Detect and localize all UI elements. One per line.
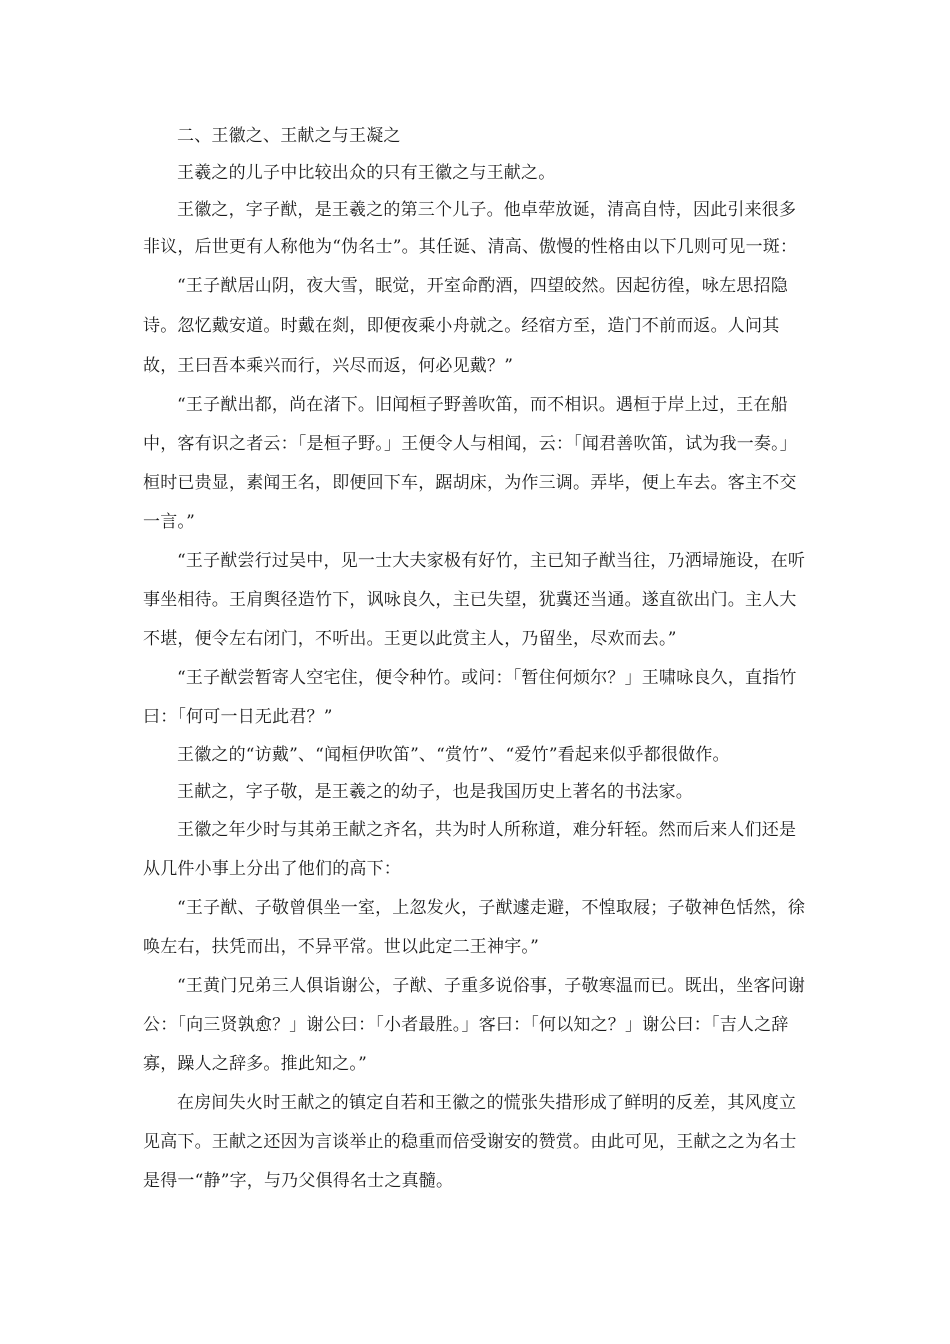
quote-paragraph: “王子猷、子敬曾俱坐一室，上忽发火，子猷遽走避，不惶取屐；子敬神色恬然，徐唤左右，扶凭而出，不异平常。世以此定二王神宇。” bbox=[143, 898, 806, 957]
paragraph: 在房间失火时王献之的镇定自若和王徽之的慌张失措形成了鲜明的反差，其风度立见高下。王献之还因为言谈举止的稳重而倍受谢安的赞赏。由此可见，王献之之为名士是得一“静”字，与乃父俱得名士之真髓。 bbox=[143, 1093, 797, 1191]
quote-paragraph: “王子猷尝暂寄人空宅住，便令种竹。或问：「暂住何烦尔？」王啸咏良久，直指竹曰：「何可一日无此君？” bbox=[143, 668, 797, 727]
quote-paragraph: “王黄门兄弟三人俱诣谢公，子猷、子重多说俗事，子敬寒温而已。既出，坐客问谢公：「向三贤孰愈？」谢公曰：「小者最胜。」客曰：「何以知之？」谢公曰：「吉人之辞寡，躁人之辞多。推此知之。” bbox=[143, 976, 806, 1074]
section-heading: 二、王徽之、王献之与王凝之 bbox=[177, 126, 401, 146]
document-body bbox=[143, 118, 807, 1201]
quote-paragraph: “王子猷出都，尚在渚下。旧闻桓子野善吹笛，而不相识。遇桓于岸上过，王在船中，客有识之者云：「是桓子野。」王便令人与相闻，云：「闻君善吹笛，试为我一奏。」桓时已贵显，素闻王名，即便回下车，踞胡床，为作三调。弄毕，便上车去。客主不交一言。” bbox=[143, 395, 797, 532]
paragraph: 王徽之的“访戴”、“闻桓伊吹笛”、“赏竹”、“爱竹”看起来似乎都很做作。 bbox=[177, 745, 730, 765]
paragraph: 王献之，字子敬，是王羲之的幼子，也是我国历史上著名的书法家。 bbox=[177, 782, 693, 802]
paragraph: 王羲之的儿子中比较出众的只有王徽之与王献之。 bbox=[177, 163, 556, 183]
paragraph: 王徽之年少时与其弟王献之齐名，共为时人所称道，难分轩轾。然而后来人们还是从几件小事上分出了他们的高下： bbox=[143, 820, 797, 879]
quote-paragraph: “王子猷居山阴，夜大雪，眠觉，开室命酌酒，四望皎然。因起彷徨，咏左思招隐诗。忽忆戴安道。时戴在剡，即便夜乘小舟就之。经宿方至，造门不前而返。人问其故，王曰吾本乘兴而行，兴尽而返，何必见戴？” bbox=[143, 276, 788, 376]
paragraph: 王徽之，字子猷，是王羲之的第三个儿子。他卓荦放诞，清高自恃，因此引来很多非议，后世更有人称他为“伪名士”。其任诞、清高、傲慢的性格由以下几则可见一斑： bbox=[143, 200, 798, 257]
quote-paragraph: “王子猷尝行过吴中，见一士大夫家极有好竹，主已知子猷当往，乃洒埽施设，在听事坐相待。王肩舆径造竹下，讽咏良久，主已失望，犹冀还当通。遂直欲出门。主人大不堪，便令左右闭门，不听出。王更以此赏主人，乃留坐，尽欢而去。” bbox=[143, 551, 806, 649]
